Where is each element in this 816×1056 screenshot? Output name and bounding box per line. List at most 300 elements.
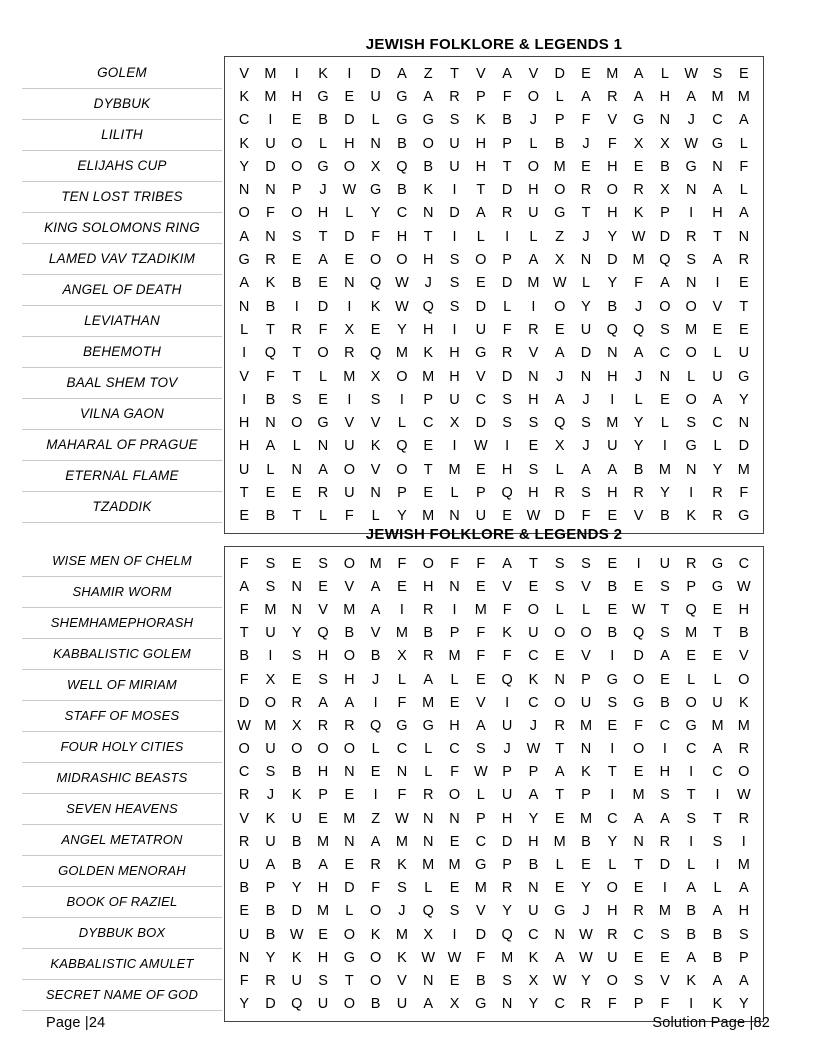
grid-cell: A (686, 88, 697, 105)
grid-cell: R (633, 903, 644, 920)
grid-cell: X (370, 158, 381, 175)
grid-cell: S (660, 787, 670, 804)
grid-cell: O (343, 555, 355, 572)
grid-cell: P (581, 671, 591, 688)
grid-cell: M (737, 461, 750, 478)
grid-cell: H (528, 391, 539, 408)
word-list-item: DYBBUK BOX (22, 918, 222, 949)
grid-cell: Q (685, 601, 697, 618)
grid-cell: Q (422, 298, 434, 315)
grid-cell: T (476, 182, 486, 199)
grid-cell: M (422, 694, 435, 711)
grid-cell: K (265, 275, 276, 292)
grid-row (231, 807, 757, 830)
grid-cell: U (265, 833, 276, 850)
grid-cell: F (739, 158, 749, 175)
grid-cell: A (475, 205, 486, 222)
grid-cell: Q (369, 345, 382, 362)
grid-cell: A (686, 880, 697, 897)
grid-cell: E (475, 461, 486, 478)
grid-cell: S (686, 415, 697, 432)
grid-row (231, 877, 757, 900)
grid-cell: R (712, 484, 723, 501)
grid-cell: O (343, 741, 355, 758)
grid-cell: P (475, 810, 486, 827)
grid-cell: M (395, 833, 408, 850)
grid-cell: R (607, 926, 618, 943)
grid-cell: J (687, 112, 695, 129)
grid-cell: O (685, 345, 697, 362)
grid-cell: N (396, 764, 408, 781)
grid-cell: E (554, 810, 565, 827)
grid-cell: D (501, 275, 513, 292)
grid-cell: X (291, 717, 302, 734)
grid-cell: J (424, 275, 432, 292)
word-list-item: MIDRASHIC BEASTS (22, 763, 222, 794)
grid-cell: B (607, 625, 618, 642)
grid-cell: O (343, 158, 355, 175)
grid-cell: V (397, 972, 407, 989)
grid-cell: L (476, 228, 485, 245)
grid-cell: T (423, 461, 433, 478)
grid-cell: A (528, 787, 539, 804)
word-list-item: KING SOLOMONS RING (22, 213, 222, 244)
grid-cell: S (660, 578, 670, 595)
grid-cell: U (528, 205, 539, 222)
grid-cell: M (369, 555, 382, 572)
grid-row (231, 85, 757, 108)
grid-cell: C (449, 741, 460, 758)
grid-cell: C (712, 764, 723, 781)
grid-cell: U (501, 717, 513, 734)
grid-cell: Y (738, 391, 749, 408)
grid-cell: S (554, 578, 565, 595)
grid-cell: N (291, 461, 302, 478)
grid-cell: P (738, 949, 749, 966)
grid-cell: W (684, 135, 699, 152)
grid-row (231, 738, 757, 761)
grid-cell: P (475, 484, 486, 501)
grid-cell: A (738, 112, 749, 129)
grid-cell: W (421, 949, 436, 966)
grid-cell: T (239, 484, 249, 501)
grid-cell: Q (264, 345, 277, 362)
grid-row (231, 900, 757, 923)
word-list-item: TEN LOST TRIBES (22, 182, 222, 213)
grid-cell: U (528, 625, 539, 642)
grid-cell: L (713, 671, 722, 688)
grid-cell: R (422, 787, 434, 804)
grid-row (231, 668, 757, 691)
grid-cell: Q (632, 625, 645, 642)
grid-cell: L (687, 671, 696, 688)
grid-cell: C (607, 810, 618, 827)
grid-cell: M (553, 158, 566, 175)
grid-cell: H (607, 158, 618, 175)
grid-cell: B (423, 158, 434, 175)
grid-cell: D (449, 205, 460, 222)
grid-cell: L (660, 415, 669, 432)
grid-cell: O (422, 135, 434, 152)
grid-cell: E (423, 484, 434, 501)
grid-cell: G (475, 857, 487, 874)
grid-cell: W (631, 228, 646, 245)
grid-cell: D (344, 880, 355, 897)
grid-cell: E (318, 391, 328, 408)
grid-cell: U (265, 741, 276, 758)
grid-row (231, 946, 757, 969)
grid-cell: R (449, 88, 460, 105)
grid-cell: S (712, 65, 723, 82)
grid-cell: M (501, 949, 514, 966)
grid-cell: H (712, 205, 723, 222)
letter-grid-body-2 (231, 552, 757, 1016)
grid-cell: H (317, 764, 329, 781)
grid-cell: U (580, 694, 592, 711)
grid-cell: A (239, 228, 249, 245)
grid-cell: K (475, 112, 486, 129)
grid-cell: M (711, 88, 724, 105)
grid-cell: I (242, 345, 247, 362)
grid-cell: B (344, 625, 355, 642)
grid-cell: F (476, 949, 486, 966)
grid-cell: D (738, 438, 750, 455)
word-list-item: KABBALISTIC AMULET (22, 949, 222, 980)
grid-cell: A (581, 461, 591, 478)
grid-cell: S (660, 926, 670, 943)
grid-cell: N (607, 345, 618, 362)
word-list-item: DYBBUK (22, 89, 222, 120)
grid-cell: I (268, 112, 273, 129)
grid-cell: R (712, 508, 723, 525)
grid-cell: X (660, 135, 670, 152)
grid-cell: M (422, 368, 435, 385)
grid-cell: E (607, 601, 618, 618)
grid-cell: I (689, 833, 694, 850)
grid-cell: B (370, 996, 381, 1013)
grid-cell: W (395, 275, 409, 292)
grid-cell: K (370, 298, 381, 315)
grid-cell: M (632, 787, 645, 804)
grid-cell: H (607, 205, 618, 222)
grid-cell: O (343, 926, 355, 943)
grid-cell: T (528, 555, 538, 572)
grid-cell: W (447, 949, 462, 966)
grid-cell: A (554, 949, 565, 966)
grid-cell: R (317, 717, 329, 734)
letter-grid-2 (231, 552, 757, 1016)
grid-cell: V (239, 810, 249, 827)
grid-cell: O (554, 298, 566, 315)
grid-cell: U (317, 996, 329, 1013)
grid-cell: E (712, 648, 723, 665)
grid-cell: H (475, 135, 487, 152)
grid-cell: I (610, 787, 615, 804)
grid-cell: N (528, 368, 539, 385)
grid-cell: B (660, 694, 670, 711)
grid-cell: Y (581, 880, 591, 897)
grid-cell: B (660, 158, 670, 175)
grid-cell: I (294, 65, 299, 82)
grid-cell: O (606, 880, 618, 897)
grid-cell: S (265, 578, 276, 595)
grid-cell: A (712, 972, 723, 989)
grid-cell: R (738, 810, 750, 827)
grid-cell: N (449, 508, 460, 525)
grid-cell: G (632, 694, 645, 711)
grid-cell: L (660, 65, 669, 82)
grid-cell: N (685, 461, 697, 478)
grid-cell: I (610, 648, 615, 665)
grid-cell: U (712, 694, 723, 711)
grid-cell: H (607, 903, 618, 920)
grid-cell: E (554, 321, 565, 338)
grid-cell: O (369, 972, 382, 989)
grid-cell: O (369, 903, 382, 920)
grid-cell: U (370, 88, 381, 105)
grid-cell: U (396, 996, 408, 1013)
grid-cell: C (396, 205, 408, 222)
grid-cell: F (660, 996, 670, 1013)
grid-cell: A (475, 717, 486, 734)
grid-cell: F (344, 508, 354, 525)
word-list-item: GOLEM (22, 58, 222, 89)
grid-cell: H (291, 88, 302, 105)
grid-cell: U (291, 810, 302, 827)
grid-cell: S (581, 555, 591, 572)
grid-cell: D (554, 508, 565, 525)
grid-cell: E (344, 857, 355, 874)
grid-cell: F (581, 508, 591, 525)
grid-cell: G (685, 438, 697, 455)
grid-cell: B (291, 764, 302, 781)
grid-cell: I (610, 391, 615, 408)
grid-row (231, 109, 757, 132)
grid-cell: O (448, 787, 461, 804)
grid-cell: K (423, 182, 434, 199)
grid-cell: F (239, 972, 249, 989)
grid-cell: E (712, 601, 723, 618)
grid-cell: P (502, 857, 512, 874)
grid-cell: N (659, 368, 671, 385)
grid-cell: M (553, 833, 566, 850)
grid-cell: I (452, 438, 457, 455)
word-list-item: MAHARAL OF PRAGUE (22, 430, 222, 461)
grid-row (231, 365, 757, 388)
grid-cell: T (502, 158, 512, 175)
grid-cell: N (685, 275, 697, 292)
grid-cell: N (449, 578, 460, 595)
grid-cell: D (238, 694, 250, 711)
grid-cell: I (347, 65, 352, 82)
grid-cell: E (291, 112, 302, 129)
grid-row (231, 575, 757, 598)
grid-cell: D (633, 648, 644, 665)
grid-cell: F (397, 694, 407, 711)
grid-cell: B (581, 833, 591, 850)
grid-cell: U (238, 926, 250, 943)
grid-cell: N (317, 438, 329, 455)
grid-cell: E (318, 275, 328, 292)
grid-cell: C (396, 741, 408, 758)
grid-cell: M (474, 601, 487, 618)
grid-cell: M (527, 275, 540, 292)
grid-cell: O (238, 741, 250, 758)
grid-cell: S (449, 112, 460, 129)
grid-cell: Z (371, 810, 381, 827)
grid-cell: G (685, 158, 697, 175)
grid-cell: V (344, 415, 355, 432)
grid-cell: D (475, 298, 487, 315)
grid-cell: T (686, 787, 696, 804)
grid-cell: J (582, 438, 590, 455)
grid-cell: L (634, 391, 643, 408)
grid-cell: L (319, 508, 328, 525)
grid-cell: G (738, 508, 750, 525)
grid-cell: K (397, 949, 407, 966)
grid-cell: L (424, 741, 433, 758)
grid-row (231, 388, 757, 411)
grid-cell: B (423, 625, 434, 642)
grid-cell: Q (317, 625, 329, 642)
grid-cell: K (686, 508, 697, 525)
grid-cell: L (529, 228, 538, 245)
grid-row (231, 923, 757, 946)
grid-cell: L (424, 764, 433, 781)
grid-cell: Q (291, 996, 303, 1013)
grid-cell: C (422, 415, 434, 432)
grid-cell: O (554, 694, 566, 711)
grid-cell: T (660, 601, 670, 618)
grid-cell: Q (369, 717, 382, 734)
grid-cell: T (239, 625, 249, 642)
grid-cell: M (316, 903, 330, 920)
grid-cell: N (449, 810, 460, 827)
grid-cell: V (528, 65, 539, 82)
grid-cell: P (449, 625, 460, 642)
word-list-item: LEVIATHAN (22, 306, 222, 337)
grid-row (231, 411, 757, 434)
grid-cell: A (318, 694, 328, 711)
grid-cell: N (738, 228, 750, 245)
grid-cell: O (291, 415, 303, 432)
grid-cell: M (448, 461, 461, 478)
grid-cell: I (689, 996, 694, 1013)
grid-cell: P (475, 88, 486, 105)
grid-cell: S (502, 415, 512, 432)
grid-cell: E (475, 275, 486, 292)
grid-cell: X (344, 321, 355, 338)
grid-cell: E (423, 438, 434, 455)
grid-cell: L (581, 275, 591, 292)
grid-row (231, 691, 757, 714)
grid-cell: C (238, 112, 250, 129)
grid-cell: A (370, 578, 381, 595)
grid-cell: I (715, 275, 720, 292)
grid-cell: U (265, 625, 276, 642)
grid-cell: O (291, 205, 303, 222)
grid-cell: E (318, 926, 328, 943)
grid-cell: D (501, 368, 513, 385)
grid-cell: I (531, 298, 536, 315)
grid-cell: D (265, 996, 276, 1013)
grid-cell: D (554, 65, 565, 82)
grid-cell: E (528, 438, 539, 455)
word-list-item: KABBALISTIC GOLEM (22, 639, 222, 670)
grid-cell: K (502, 625, 512, 642)
grid-cell: D (370, 65, 381, 82)
grid-cell: L (345, 205, 354, 222)
word-list-item: GOLDEN MENORAH (22, 856, 222, 887)
grid-cell: A (370, 601, 381, 618)
grid-cell: E (528, 578, 539, 595)
grid-cell: W (526, 508, 541, 525)
grid-cell: K (239, 88, 249, 105)
grid-cell: R (422, 601, 434, 618)
grid-cell: A (344, 694, 355, 711)
grid-cell: V (712, 298, 723, 315)
grid-cell: A (712, 391, 723, 408)
letter-grid-box-2 (224, 546, 764, 1022)
grid-cell: F (502, 648, 512, 665)
grid-cell: O (238, 205, 250, 222)
grid-cell: D (475, 415, 487, 432)
grid-cell: U (449, 391, 460, 408)
grid-cell: A (239, 275, 249, 292)
grid-cell: R (238, 787, 250, 804)
grid-cell: E (633, 880, 644, 897)
grid-cell: Y (607, 275, 618, 292)
grid-cell: W (579, 926, 593, 943)
grid-cell: D (291, 903, 302, 920)
grid-cell: J (582, 391, 590, 408)
grid-cell: N (554, 926, 565, 943)
grid-row (231, 225, 757, 248)
puzzle-section-2 (0, 526, 816, 1022)
grid-cell: Z (423, 65, 433, 82)
grid-cell: C (712, 415, 723, 432)
grid-cell: I (662, 741, 667, 758)
grid-cell: O (317, 345, 329, 362)
grid-cell: O (738, 671, 750, 688)
grid-cell: N (265, 228, 276, 245)
grid-cell: E (291, 671, 302, 688)
grid-cell: A (554, 764, 565, 781)
grid-cell: X (660, 182, 670, 199)
grid-cell: R (554, 717, 565, 734)
grid-cell: S (528, 461, 539, 478)
grid-cell: U (475, 321, 487, 338)
grid-cell: C (554, 996, 565, 1013)
grid-cell: L (450, 671, 459, 688)
grid-cell: K (291, 949, 302, 966)
grid-cell: G (632, 112, 645, 129)
grid-cell: L (266, 461, 275, 478)
grid-cell: C (528, 648, 539, 665)
grid-cell: N (554, 671, 565, 688)
word-list-item: BAAL SHEM TOV (22, 368, 222, 399)
grid-cell: H (317, 880, 329, 897)
grid-cell: J (372, 671, 380, 688)
word-list-item: SEVEN HEAVENS (22, 794, 222, 825)
grid-cell: L (476, 787, 485, 804)
grid-cell: A (712, 252, 723, 269)
grid-cell: S (397, 880, 407, 897)
grid-cell: W (473, 764, 488, 781)
grid-cell: U (528, 903, 539, 920)
grid-cell: M (343, 368, 356, 385)
grid-cell: N (712, 158, 723, 175)
